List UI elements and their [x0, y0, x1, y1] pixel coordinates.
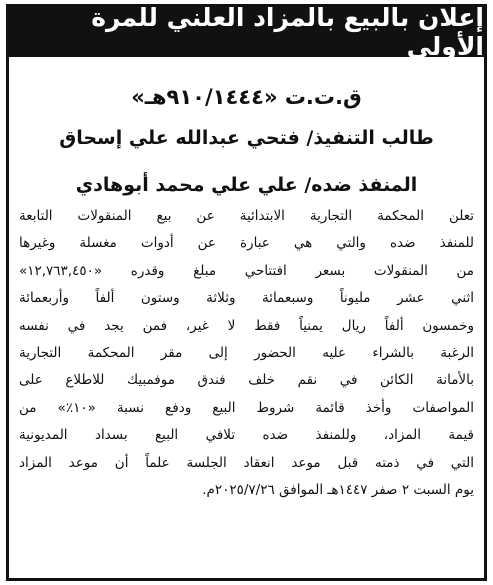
body-line: من المنقولات بسعر افتتاحي مبلغ وقدره «١٢,٧٦٣,٤٥٠» [19, 262, 474, 279]
respondent-line: المنفذ ضده/ علي علي محمد أبوهادي [75, 174, 418, 196]
notice-title: إعلان بالبيع بالمزاد العلني للمرة الأولى [91, 3, 484, 61]
body-line: يوم السبت ٢ صفر ١٤٤٧هـ الموافق ٢٠٢٥/٧/٢٦م. [202, 482, 474, 499]
applicant-line: طالب التنفيذ/ فتحي عبدالله علي إسحاق [59, 127, 434, 149]
body-line: المواصفات وأخذ قائمة شروط البيع ودفع نسبة «١٠٪» من [19, 399, 475, 416]
case-reference: ق.ت.ت «٩١٠/١٤٤٤هـ» [131, 85, 362, 109]
notice-body [19, 203, 474, 504]
body-line: بالأمانة الكائن في نقم خلف فندق موفمبيك للاطلاع على [19, 372, 474, 389]
body-line: الرغبة بالشراء عليه الحضور إلى مقر المحكمة التجارية [19, 345, 474, 362]
body-line: التي في ذمته قبل موعد انعقاد الجلسة علماً أن موعد المزاد [19, 454, 474, 471]
body-line: اثني عشر مليوناً وسبعمائة وثلاثة وستون ألفاً وأربعمائة [19, 290, 474, 307]
auction-notice [6, 4, 487, 581]
body-line: للمنفذ ضده والتي هي عبارة عن أدوات مغسلة وغيرها [19, 235, 474, 252]
notice-header [9, 3, 484, 61]
body-line: قيمة المزاد، وللمنفذ ضده تلافي البيع بسداد المديونية [19, 427, 474, 444]
body-line: وخمسون ألفاً ريال يمنياً فقط لا غير، فمن يجد في نفسه [19, 317, 474, 334]
body-line: تعلن المحكمة التجارية الابتدائية عن بيع المنقولات التابعة [19, 208, 474, 224]
